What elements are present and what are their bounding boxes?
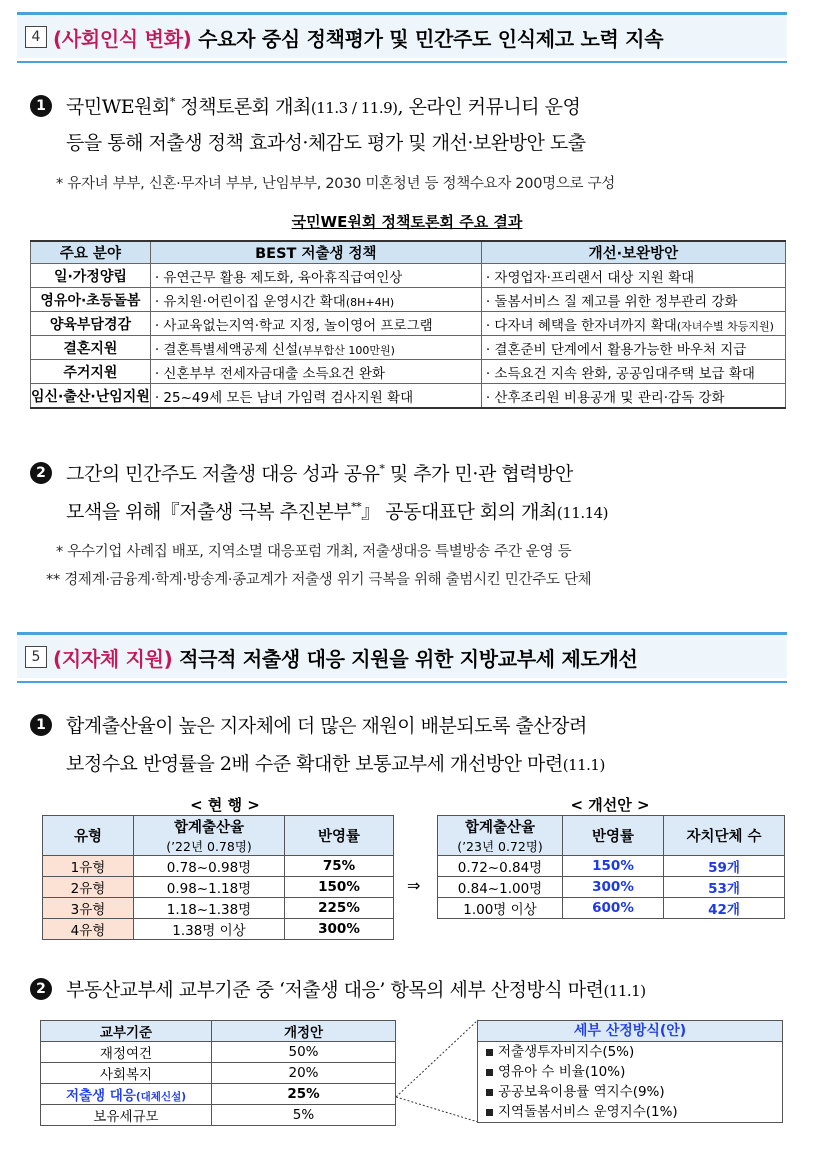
column-header: [134, 816, 285, 856]
improvement-cell: [481, 336, 785, 360]
paragraph-line: [66, 92, 580, 119]
section-title: [53, 23, 663, 52]
footnote-mark: *: [379, 462, 385, 476]
table-row: [43, 919, 394, 940]
reflect-cell: 600%: [563, 898, 664, 919]
paragraph-line: 합계출산율이 높은 지자체에 더 많은 재원이 배분되도록 출산장려: [66, 715, 587, 737]
text: 부동산교부세 교부기준 중 ‘저출생 대응’ 항목의 세부 산정방식 마련: [66, 979, 604, 1001]
bullet-1: 1: [30, 95, 52, 117]
header-subtext: (’22년 0.78명): [166, 839, 252, 854]
divider: [17, 61, 787, 63]
category-cell: 임신·출산·난임지원: [31, 384, 151, 409]
cell-text: 저출생 대응: [65, 1088, 136, 1104]
text: , 온라인 커뮤니티 운영: [397, 96, 581, 118]
improvement-cell: [481, 264, 785, 288]
connector-line: [396, 1097, 478, 1122]
table-row: [41, 1063, 396, 1084]
value-cell: 5%: [212, 1105, 396, 1126]
cell-text: 재정여건: [99, 1046, 153, 1062]
header-text: 합계출산율: [464, 820, 536, 836]
table-row: [31, 336, 786, 360]
cell-text: · 사교육없는지역·학교 지정, 놀이영어 프로그램: [154, 317, 433, 334]
cell-subtext: (부부합산 100만원): [298, 343, 395, 357]
category-cell: 주거지원: [31, 360, 151, 384]
paragraph-line: [66, 459, 573, 486]
date: (11.1): [603, 982, 646, 1000]
column-header: 주요 분야: [31, 241, 151, 264]
detail-box: [477, 1020, 783, 1123]
table-row: [41, 1084, 396, 1105]
range-cell: 0.72~0.84명: [438, 856, 563, 877]
cell-text: · 유치원·어린이집 운영시간 확대: [154, 293, 346, 310]
cell-text: · 자영업자·프리랜서 대상 지원 확대: [485, 269, 695, 286]
best-policy-cell: [150, 360, 481, 384]
paragraph-line: 등을 통해 저출생 정책 효과성·체감도 평가 및 개선·보완방안 도출: [66, 132, 586, 154]
section-title-text: 수요자 중심 정책평가 및 민간주도 인식제고 노력 지속: [198, 27, 664, 51]
criteria-table: [40, 1020, 396, 1126]
square-bullet-icon: [486, 1089, 493, 1096]
column-header: 자치단체 수: [664, 816, 785, 856]
bullet-1: 1: [30, 714, 52, 736]
criteria-name-cell: [41, 1105, 212, 1126]
text: 그간의 민간주도 저출생 대응 성과 공유: [66, 463, 380, 485]
improvement-cell: [481, 384, 785, 409]
table-header-row: [41, 1021, 396, 1042]
text: 정책토론회 개최: [174, 96, 311, 118]
table-row: [43, 856, 394, 877]
range-cell: 0.78~0.98명: [134, 856, 285, 877]
reflect-cell: 150%: [563, 856, 664, 877]
list-item-text: 지역돌봄서비스 운영지수(1%): [498, 1104, 678, 1120]
column-header: 개정안: [212, 1021, 396, 1042]
cell-text: · 소득요건 지속 완화, 공공임대주택 보급 확대: [485, 365, 755, 382]
criteria-name-cell: [41, 1063, 212, 1084]
list-item: [478, 1102, 782, 1122]
text: 』 공동대표단 회의 개최: [361, 501, 557, 523]
section-title-text: 적극적 저출생 대응 지원을 위한 지방교부세 제도개선: [179, 647, 638, 671]
current-table: [42, 815, 394, 940]
footnote: * 유자녀 부부, 신혼·무자녀 부부, 난임부부, 2030 미혼청년 등 정책수요자 200명으로 구성: [56, 176, 615, 192]
table-row: [438, 856, 785, 877]
divider: [17, 681, 787, 683]
list-item-text: 영유아 수 비율(10%): [498, 1064, 626, 1080]
current-label: < 현 행 >: [190, 796, 260, 814]
reflect-cell: 300%: [285, 919, 394, 940]
cell-text: 사회복지: [99, 1067, 153, 1083]
count-cell: 59개: [664, 856, 785, 877]
column-header: 교부기준: [41, 1021, 212, 1042]
column-header: 개선·보완방안: [481, 241, 785, 264]
best-policy-cell: [150, 336, 481, 360]
range-cell: 1.00명 이상: [438, 898, 563, 919]
improvement-cell: [481, 312, 785, 336]
range-cell: 1.18~1.38명: [134, 898, 285, 919]
cell-text: · 결혼준비 단계에서 활용가능한 바우처 지급: [485, 341, 747, 358]
section-number: 5: [25, 646, 47, 668]
cell-text: · 다자녀 혜택을 한자녀까지 확대: [485, 317, 677, 334]
criteria-name-cell: [41, 1084, 212, 1105]
paragraph-line: [66, 749, 605, 776]
cell-subtext: (8H+4H): [345, 295, 395, 309]
cell-subtext: (자녀수별 차등지원): [676, 319, 774, 333]
category-cell: 결혼지원: [31, 336, 151, 360]
range-cell: 1.38명 이상: [134, 919, 285, 940]
value-cell: 20%: [212, 1063, 396, 1084]
best-policy-cell: [150, 384, 481, 409]
reflect-cell: 225%: [285, 898, 394, 919]
detail-title: 세부 산정방식(안): [478, 1021, 782, 1042]
best-policy-cell: [150, 264, 481, 288]
list-item-text: 공공보육이용률 역지수(9%): [498, 1084, 665, 1100]
table-row: [43, 898, 394, 919]
footnote-mark: **: [351, 500, 362, 514]
column-header: BEST 저출생 정책: [150, 241, 481, 264]
count-cell: 53개: [664, 877, 785, 898]
footnote: ** 경제계·금융계·학계·방송계·종교계가 저출생 위기 극복을 위해 출범시킨 민간주도 단체: [46, 572, 592, 588]
connector-line: [396, 1020, 478, 1097]
paragraph-line: [66, 497, 608, 524]
column-header: 반영률: [285, 816, 394, 856]
cell-text: · 유연근무 활용 제도화, 육아휴직급여인상: [154, 269, 403, 286]
footnote: * 우수기업 사례집 배포, 지역소멸 대응포럼 개최, 저출생대응 특별방송 주간 운영 등: [56, 544, 572, 560]
table-row: [41, 1042, 396, 1063]
type-cell: 4유형: [43, 919, 134, 940]
table-row: [31, 360, 786, 384]
cell-text: · 25~49세 모든 남녀 가임력 검사지원 확대: [154, 389, 414, 406]
bullet-2: 2: [30, 462, 52, 484]
cell-text: · 산후조리원 비용공개 및 관리·감독 강화: [485, 389, 725, 406]
section-tag: (지자체 지원): [53, 647, 173, 671]
cell-text: 보유세규모: [93, 1109, 159, 1125]
results-table: [30, 240, 786, 409]
reflect-cell: 75%: [285, 856, 394, 877]
list-item: [478, 1082, 782, 1102]
table-row: [31, 312, 786, 336]
column-header: 반영률: [563, 816, 664, 856]
cell-text: · 결혼특별세액공제 신설: [154, 341, 299, 358]
range-cell: 0.98~1.18명: [134, 877, 285, 898]
header-subtext: (’23년 0.72명): [457, 839, 543, 854]
cell-text: · 돌봄서비스 질 제고를 위한 정부관리 강화: [485, 293, 738, 310]
paragraph-line: [66, 975, 646, 1002]
table-row: [438, 898, 785, 919]
list-item: [478, 1042, 782, 1062]
value-cell: 50%: [212, 1042, 396, 1063]
square-bullet-icon: [486, 1109, 493, 1116]
text: 국민WE원회: [66, 96, 170, 118]
column-header: 유형: [43, 816, 134, 856]
proposed-label: < 개선안 >: [570, 796, 650, 814]
list-item: [478, 1062, 782, 1082]
footnote-mark: *: [169, 95, 175, 109]
reflect-cell: 300%: [563, 877, 664, 898]
section-title: [53, 643, 638, 672]
criteria-name-cell: [41, 1042, 212, 1063]
connector-lines: [396, 1018, 480, 1128]
value-cell: 25%: [212, 1084, 396, 1105]
table-title: 국민WE원회 정책토론회 주요 결과: [291, 213, 523, 231]
type-cell: 3유형: [43, 898, 134, 919]
column-header: [438, 816, 563, 856]
table-row: [31, 264, 786, 288]
table-header-row: [43, 816, 394, 856]
table-row: [438, 877, 785, 898]
category-cell: 영유아·초등돌봄: [31, 288, 151, 312]
date: (11.14): [556, 504, 609, 522]
best-policy-cell: [150, 312, 481, 336]
arrow-icon: ⇒: [407, 876, 421, 895]
text: 보정수요 반영률을 2배 수준 확대한 보통교부세 개선방안 마련: [66, 753, 563, 775]
header-text: 합계출산율: [173, 820, 245, 836]
proposed-table: [437, 815, 785, 919]
improvement-cell: [481, 288, 785, 312]
category-cell: 양육부담경감: [31, 312, 151, 336]
range-cell: 0.84~1.00명: [438, 877, 563, 898]
square-bullet-icon: [486, 1069, 493, 1076]
table-row: [41, 1105, 396, 1126]
improvement-cell: [481, 360, 785, 384]
square-bullet-icon: [486, 1049, 493, 1056]
text: 모색을 위해『저출생 극복 추진본부: [66, 501, 352, 523]
date: (11.1): [562, 756, 605, 774]
reflect-cell: 150%: [285, 877, 394, 898]
date: (11.3 / 11.9): [310, 99, 398, 117]
table-header-row: [438, 816, 785, 856]
table-row: [31, 384, 786, 409]
section-4-banner: [17, 12, 787, 58]
cell-subtext: (대체신설): [135, 1091, 187, 1103]
section-number: 4: [25, 26, 47, 48]
table-header-row: [31, 241, 786, 264]
list-item-text: 저출생투자비지수(5%): [498, 1044, 635, 1060]
cell-text: · 신혼부부 전세자금대출 소득요건 완화: [154, 365, 385, 382]
type-cell: 2유형: [43, 877, 134, 898]
count-cell: 42개: [664, 898, 785, 919]
bullet-2: 2: [30, 978, 52, 1000]
section-tag: (사회인식 변화): [53, 27, 192, 51]
best-policy-cell: [150, 288, 481, 312]
table-row: [31, 288, 786, 312]
type-cell: 1유형: [43, 856, 134, 877]
table-row: [43, 877, 394, 898]
category-cell: 일·가정양립: [31, 264, 151, 288]
section-5-banner: [17, 632, 787, 678]
text: 및 추가 민·관 협력방안: [384, 463, 573, 485]
